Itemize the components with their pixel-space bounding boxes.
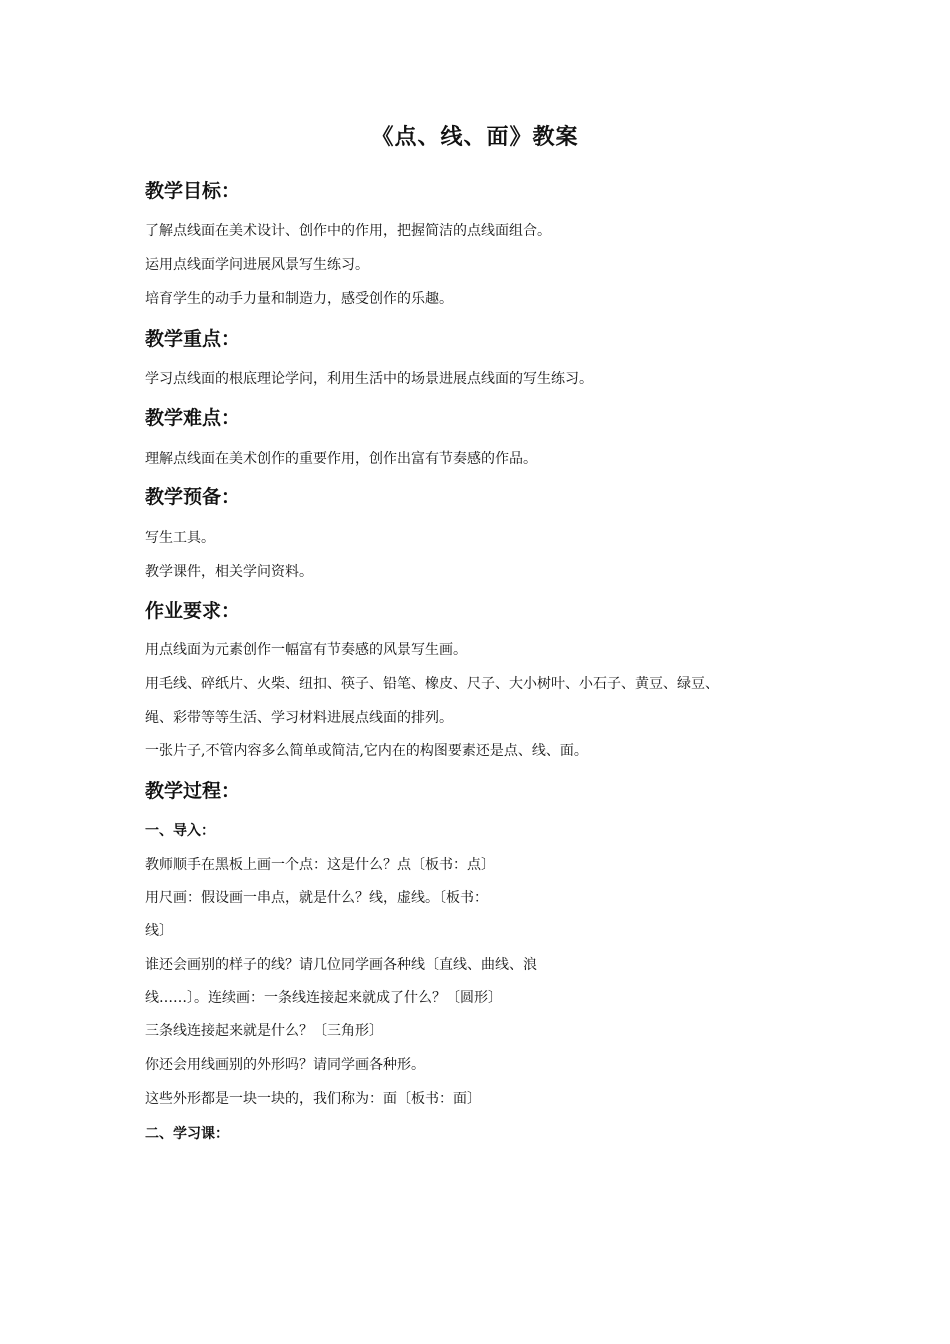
process-heading: 教学过程：	[145, 780, 241, 802]
document-title: 《点、线、面》教案	[371, 125, 579, 150]
difficulties-heading: 教学难点：	[145, 407, 241, 429]
study-subheading: 二、学习课：	[145, 1126, 229, 1142]
intro-subheading: 一、导入：	[145, 823, 215, 839]
goals-line-3: 培育学生的动手力量和制造力，感受创作的乐趣。	[145, 291, 453, 307]
intro-line-7: 你还会用线画别的外形吗？请同学画各种形。	[145, 1057, 425, 1073]
homework-heading: 作业要求：	[145, 600, 241, 622]
preparation-heading: 教学预备：	[145, 486, 241, 508]
intro-line-1: 教师顺手在黑板上画一个点：这是什么？点〔板书：点〕	[145, 857, 495, 873]
homework-line-3: 绳、彩带等等生活、学习材料进展点线面的排列。	[145, 710, 453, 726]
key-points-heading: 教学重点：	[145, 328, 241, 350]
intro-line-2: 用尺画：假设画一串点，就是什么？线，虚线。〔板书：	[145, 890, 488, 906]
intro-line-8: 这些外形都是一块一块的，我们称为：面〔板书：面〕	[145, 1091, 481, 1107]
key-points-line-1: 学习点线面的根底理论学问，利用生活中的场景进展点线面的写生练习。	[145, 371, 593, 387]
homework-line-2: 用毛线、碎纸片、火柴、纽扣、筷子、铅笔、橡皮、尺子、大小树叶、小石子、黄豆、绿豆、	[145, 676, 719, 692]
homework-line-4: 一张片子,不管内容多么简单或简洁,它内在的构图要素还是点、线、面。	[145, 743, 588, 759]
intro-line-5: 线……〕。连续画：一条线连接起来就成了什么？〔圆形〕	[145, 990, 502, 1006]
intro-line-3: 线〕	[145, 923, 173, 939]
intro-line-4: 谁还会画别的样子的线？请几位同学画各种线〔直线、曲线、浪	[145, 957, 537, 973]
goals-heading: 教学目标：	[145, 180, 241, 202]
difficulties-line-1: 理解点线面在美术创作的重要作用，创作出富有节奏感的作品。	[145, 451, 537, 467]
homework-line-1: 用点线面为元素创作一幅富有节奏感的风景写生画。	[145, 642, 467, 658]
goals-line-2: 运用点线面学问进展风景写生练习。	[145, 257, 369, 273]
intro-line-6: 三条线连接起来就是什么？〔三角形〕	[145, 1023, 383, 1039]
goals-line-1: 了解点线面在美术设计、创作中的作用，把握简洁的点线面组合。	[145, 223, 551, 239]
preparation-line-1: 写生工具。	[145, 530, 215, 546]
preparation-line-2: 教学课件，相关学问资料。	[145, 564, 313, 580]
